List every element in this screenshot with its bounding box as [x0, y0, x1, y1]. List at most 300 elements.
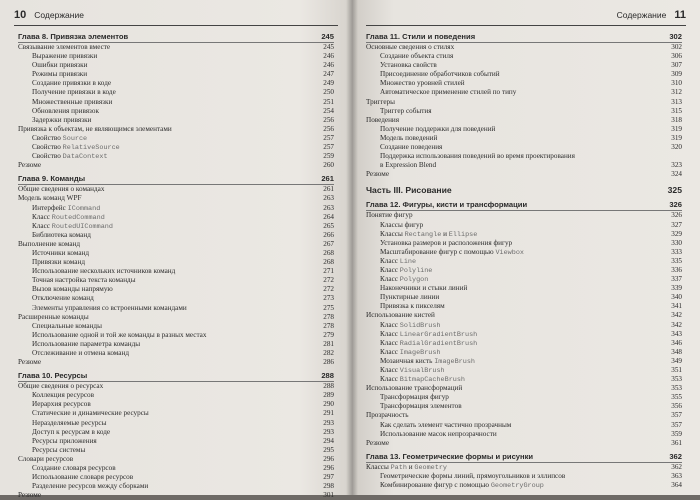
toc-entry: [366, 339, 682, 348]
toc-page-number: 324: [671, 170, 682, 179]
toc-entry: [18, 240, 334, 249]
chapter-heading: [18, 371, 334, 382]
toc-entry: [366, 116, 682, 125]
title-text: Привязка к пикселям: [380, 302, 445, 311]
title-text: Класс: [380, 375, 400, 384]
toc-entry-title: [366, 134, 437, 143]
toc-entry-title: [18, 194, 81, 203]
title-text: Свойство: [32, 152, 63, 161]
toc-page-number: 320: [671, 143, 682, 152]
toc-page-number: 363: [671, 471, 682, 480]
toc-page-number: 290: [323, 400, 334, 409]
code-identifier: Geometry: [414, 463, 447, 472]
toc-page-number: 341: [671, 302, 682, 311]
title-text: Геометрические формы линий, прямоугольников и эллипсов: [380, 471, 566, 480]
toc-entry-title: [366, 184, 452, 196]
toc-page-number: 356: [671, 402, 682, 411]
toc-page-number: 246: [323, 52, 334, 61]
toc-entry: [366, 221, 682, 230]
title-text: Привязки команд: [32, 258, 85, 267]
toc-page-number: 281: [323, 339, 334, 348]
title-text: Класс: [380, 320, 400, 329]
toc-page-number: 340: [671, 293, 682, 302]
toc-page-number: 309: [671, 70, 682, 79]
toc-page-number: 319: [671, 133, 682, 142]
toc-entry-title: [366, 161, 436, 170]
title-text: Библиотека команд: [32, 230, 91, 239]
running-head: Содержание: [34, 10, 84, 20]
title-text: Глава 13. Геометрические формы и рисунки: [366, 451, 534, 461]
toc-entry-title: [366, 384, 462, 393]
code-identifier: Rectangle: [404, 230, 442, 239]
title-text: Словари ресурсов: [18, 454, 74, 463]
toc-entry: [18, 107, 334, 116]
toc-entry: [18, 70, 334, 79]
title-text: Глава 10. Ресурсы: [18, 371, 88, 381]
toc-page-number: 323: [671, 161, 682, 170]
toc-page-number: 268: [323, 258, 334, 267]
toc-page-number: 348: [671, 347, 682, 356]
title-text: Ошибки привязки: [32, 61, 88, 70]
toc-entry-title: [366, 311, 435, 320]
toc-page-number: 272: [323, 276, 334, 285]
title-text: Трансформация элементов: [380, 402, 462, 411]
title-text: Установка размеров и расположения фигур: [380, 238, 513, 247]
toc-page-number: 267: [323, 239, 334, 248]
title-text: Использование одной и той же команды в разных местах: [32, 330, 207, 339]
toc-entry-title: [18, 88, 116, 97]
title-text: Отключение команд: [32, 294, 94, 303]
toc-entry: [366, 293, 682, 302]
title-text: Режимы привязки: [32, 70, 88, 79]
left-running-header: [14, 8, 338, 22]
toc-entry: [18, 222, 334, 231]
title-text: Резюме: [366, 170, 390, 179]
toc-page-number: 342: [671, 311, 682, 320]
toc-page-number: 337: [671, 275, 682, 284]
toc-entry: [366, 52, 682, 61]
toc-entry: [18, 204, 334, 213]
toc-page-number: 325: [667, 185, 682, 196]
title-text: Классы: [380, 229, 405, 238]
toc-entry: [366, 472, 682, 481]
toc-entry: [366, 125, 682, 134]
title-text: Пунктирные линии: [380, 293, 440, 302]
title-text: Глава 9. Команды: [18, 174, 86, 184]
toc-page-number: 296: [323, 464, 334, 473]
toc-page-number: 263: [323, 203, 334, 212]
title-text: Класс: [380, 275, 400, 284]
toc-entry: [18, 482, 334, 491]
toc-entry: [18, 419, 334, 428]
title-text: Вызов команды напрямую: [32, 285, 113, 294]
title-text: Свойство: [32, 133, 63, 142]
toc-entry-title: [366, 88, 516, 97]
toc-page-number: 326: [669, 200, 682, 210]
toc-page-number: 256: [323, 124, 334, 133]
toc-entry: [366, 266, 682, 275]
toc-entry-title: [18, 322, 102, 331]
code-identifier: RoutedUICommand: [51, 222, 113, 231]
title-text: Установка свойств: [380, 61, 437, 70]
title-text: Доступ к ресурсам в коде: [32, 427, 111, 436]
title-text: Резюме: [18, 161, 42, 170]
toc-entry: [18, 249, 334, 258]
toc-page-number: 257: [323, 143, 334, 152]
toc-entry: [18, 437, 334, 446]
toc-page-number: 260: [323, 161, 334, 170]
title-text: Специальные команды: [32, 321, 102, 330]
toc-page-number: 273: [323, 294, 334, 303]
code-identifier: Line: [399, 257, 417, 266]
toc-page-number: 342: [671, 320, 682, 329]
toc-page-number: 266: [323, 230, 334, 239]
toc-entry-title: [18, 473, 133, 482]
toc-entry-title: [366, 107, 432, 116]
toc-entry: [18, 322, 334, 331]
toc-entry: [366, 348, 682, 357]
toc-entry-title: [18, 267, 175, 276]
toc-page-number: 288: [321, 371, 334, 381]
toc-entry-title: [18, 294, 94, 303]
toc-page-number: 361: [671, 438, 682, 447]
toc-page-number: 250: [323, 88, 334, 97]
title-text: Глава 11. Стили и поведения: [366, 32, 476, 41]
toc-page-number: 259: [323, 152, 334, 161]
toc-entry-title: [366, 70, 500, 79]
toc-entry-title: [18, 349, 129, 358]
toc-page-number: 310: [671, 79, 682, 88]
toc-page-number: 326: [671, 211, 682, 220]
toc-page-number: 357: [671, 411, 682, 420]
toc-entry: [366, 375, 682, 384]
title-text: Множественные привязки: [32, 97, 113, 106]
toc-left-column: [18, 32, 334, 500]
title-text: Создание привязки в коде: [32, 79, 112, 88]
toc-entry-title: [18, 125, 172, 134]
toc-entry-title: [18, 98, 112, 107]
title-text: Класс: [380, 347, 400, 356]
title-text: Резюме: [18, 358, 42, 367]
toc-entry: [18, 52, 334, 61]
toc-entry: [366, 152, 682, 161]
title-text: Как сделать элемент частично прозрачным: [380, 420, 512, 429]
title-text: Множество уровней стилей: [380, 79, 465, 88]
title-text: Элементы управления со встроенными командами: [32, 303, 187, 312]
toc-page-number: 298: [323, 482, 334, 491]
title-text: Поведения: [366, 115, 400, 124]
toc-entry: [366, 170, 682, 179]
toc-entry: [18, 294, 334, 303]
chapter-heading: [366, 452, 682, 463]
toc-page-number: 271: [323, 267, 334, 276]
toc-right-column: [366, 32, 682, 490]
code-identifier: Viewbox: [495, 248, 524, 257]
title-text: Класс: [380, 338, 400, 347]
toc-page-number: 364: [671, 481, 682, 490]
toc-entry-title: [18, 437, 97, 446]
title-text: Классы фигур: [380, 220, 424, 229]
toc-entry: [18, 276, 334, 285]
toc-page-number: 306: [671, 52, 682, 61]
toc-entry: [18, 43, 334, 52]
toc-entry: [366, 302, 682, 311]
toc-entry: [366, 143, 682, 152]
toc-entry: [18, 304, 334, 313]
toc-entry: [366, 61, 682, 70]
toc-page-number: 362: [671, 462, 682, 471]
toc-page-number: 327: [671, 220, 682, 229]
title-text: Классы: [366, 462, 391, 471]
toc-entry: [18, 491, 334, 500]
toc-entry-title: [18, 464, 116, 473]
toc-entry-title: [366, 439, 389, 448]
title-text: Создание словаря ресурсов: [32, 464, 116, 473]
code-identifier: SolidBrush: [399, 321, 441, 330]
toc-entry-title: [366, 32, 475, 41]
toc-page-number: 339: [671, 284, 682, 293]
toc-entry-title: [18, 174, 85, 183]
toc-page-number: 257: [323, 133, 334, 142]
toc-entry: [366, 98, 682, 107]
toc-entry-title: [366, 472, 565, 481]
toc-entry: [366, 330, 682, 339]
toc-entry-title: [366, 221, 423, 230]
toc-entry: [18, 400, 334, 409]
toc-entry-title: [18, 43, 110, 52]
toc-entry: [18, 185, 334, 194]
toc-entry-title: [18, 455, 73, 464]
code-identifier: RoutedCommand: [51, 213, 105, 222]
toc-entry-title: [18, 52, 97, 61]
toc-page-number: 288: [323, 382, 334, 391]
toc-entry: [366, 88, 682, 97]
title-text: Ресурсы системы: [32, 445, 86, 454]
chapter-heading: [18, 174, 334, 185]
chapter-heading: [366, 32, 682, 43]
toc-page-number: 351: [671, 366, 682, 374]
title-text: Класс: [32, 221, 52, 230]
toc-entry: [18, 125, 334, 134]
toc-page-number: 296: [323, 454, 334, 463]
chapter-heading: [366, 200, 682, 211]
title-text: Свойство: [32, 143, 63, 152]
toc-entry: [366, 248, 682, 257]
toc-page-number: 349: [671, 356, 682, 365]
title-text: Источники команд: [32, 248, 90, 257]
header-rule: [366, 25, 686, 26]
toc-entry-title: [18, 258, 85, 267]
title-text: Получение поддержки для поведений: [380, 124, 496, 133]
toc-entry: [366, 402, 682, 411]
toc-entry-title: [366, 98, 395, 107]
toc-entry-title: [18, 231, 91, 240]
toc-entry: [366, 439, 682, 448]
toc-page-number: 362: [669, 451, 682, 461]
title-text: Резюме: [18, 491, 42, 500]
toc-entry-title: [18, 371, 87, 380]
toc-entry-title: [366, 302, 445, 311]
toc-entry: [18, 331, 334, 340]
toc-entry: [18, 98, 334, 107]
toc-entry: [18, 88, 334, 97]
toc-entry: [366, 134, 682, 143]
title-text: Прозрачность: [366, 411, 409, 420]
toc-page-number: 289: [323, 391, 334, 400]
toc-entry-title: [366, 170, 389, 179]
toc-entry-title: [366, 430, 497, 439]
page-number: 11: [674, 9, 686, 21]
title-text: Модель команд WPF: [18, 194, 82, 203]
toc-entry: [18, 391, 334, 400]
title-text: Неразделяемые ресурсы: [32, 418, 107, 427]
toc-entry: [366, 70, 682, 79]
toc-page-number: 313: [671, 97, 682, 106]
toc-entry: [18, 464, 334, 473]
title-text: Глава 8. Привязка элементов: [18, 32, 129, 41]
code-identifier: ImageBrush: [399, 348, 441, 357]
toc-page-number: 293: [323, 418, 334, 427]
toc-page-number: 275: [323, 303, 334, 312]
toc-entry: [18, 258, 334, 267]
toc-page-number: 245: [321, 32, 334, 41]
toc-entry-title: [366, 211, 413, 220]
title-text: Класс: [380, 256, 400, 265]
toc-entry: [18, 455, 334, 464]
code-identifier: RelativeSource: [62, 144, 120, 153]
toc-entry: [366, 311, 682, 320]
toc-entry: [18, 161, 334, 170]
title-text: Ресурсы приложения: [32, 436, 97, 445]
code-identifier: ImageBrush: [434, 357, 475, 366]
toc-entry-title: [366, 293, 439, 302]
toc-entry: [366, 463, 682, 472]
title-text: Масштабирование фигур с помощью: [380, 247, 496, 256]
code-identifier: GeometryGroup: [490, 482, 544, 491]
title-text: Создание объекта стиля: [380, 52, 454, 61]
toc-entry-title: [366, 52, 453, 61]
toc-entry: [18, 143, 334, 152]
code-identifier: BitmapCacheBrush: [399, 376, 466, 385]
toc-entry: [366, 211, 682, 220]
toc-page-number: 268: [323, 248, 334, 257]
toc-entry-title: [18, 249, 89, 258]
toc-page-number: 291: [323, 409, 334, 418]
title-text: Модель поведений: [380, 133, 438, 142]
toc-page-number: 293: [323, 427, 334, 436]
code-identifier: RadialGradientBrush: [399, 339, 478, 348]
title-text: Выполнение команд: [18, 239, 81, 248]
toc-page-number: 265: [323, 221, 334, 230]
code-identifier: LinearGradientBrush: [399, 330, 478, 339]
toc-page-number: 286: [323, 358, 334, 367]
toc-page-number: 256: [323, 115, 334, 124]
title-text: и: [406, 462, 415, 471]
toc-page-number: 343: [671, 329, 682, 338]
toc-entry: [18, 349, 334, 358]
title-text: Класс: [380, 366, 400, 374]
title-text: Разделение ресурсов между сборками: [32, 482, 149, 491]
toc-entry-title: [366, 200, 527, 209]
toc-page-number: 254: [323, 106, 334, 115]
title-text: Иерархия ресурсов: [32, 400, 91, 409]
toc-entry-title: [366, 61, 437, 70]
title-text: Создание поведения: [380, 143, 443, 152]
toc-entry-title: [366, 393, 449, 402]
toc-entry: [18, 473, 334, 482]
toc-page-number: 355: [671, 393, 682, 402]
toc-entry: [366, 161, 682, 170]
toc-entry-title: [18, 409, 149, 418]
toc-entry-title: [18, 240, 80, 249]
title-text: Задержки привязки: [32, 115, 92, 124]
toc-entry: [18, 409, 334, 418]
header-rule: [14, 25, 338, 26]
code-identifier: VisualBrush: [399, 367, 445, 375]
toc-entry-title: [18, 482, 148, 491]
toc-entry: [18, 79, 334, 88]
toc-page-number: 301: [323, 491, 334, 500]
title-text: Автоматическое применение стилей по типу: [380, 88, 517, 97]
toc-entry: [18, 358, 334, 367]
title-text: Связывание элементов вместе: [18, 43, 111, 51]
toc-entry-title: [366, 116, 399, 125]
title-text: Обновления привязок: [32, 106, 99, 115]
title-text: Выражение привязки: [32, 52, 98, 61]
toc-entry-title: [18, 428, 110, 437]
toc-entry: [366, 366, 682, 375]
toc-entry: [366, 384, 682, 393]
toc-entry-title: [18, 313, 89, 322]
toc-entry: [366, 357, 682, 366]
toc-entry-title: [18, 161, 41, 170]
toc-page-number: 294: [323, 436, 334, 445]
toc-page-number: 346: [671, 338, 682, 347]
toc-entry-title: [18, 400, 91, 409]
toc-page-number: 353: [671, 375, 682, 384]
toc-entry-title: [18, 185, 104, 194]
toc-entry-title: [366, 421, 511, 430]
title-text: Глава 12. Фигуры, кисти и трансформации: [366, 200, 528, 210]
toc-entry-title: [18, 391, 94, 400]
toc-page-number: 261: [321, 174, 334, 184]
toc-entry-title: [366, 79, 465, 88]
toc-page-number: 329: [671, 229, 682, 238]
toc-entry: [18, 285, 334, 294]
title-text: в Expression Blend: [380, 161, 437, 170]
toc-page-number: 357: [671, 420, 682, 429]
toc-entry-title: [18, 358, 41, 367]
toc-entry: [18, 313, 334, 322]
toc-entry-title: [18, 116, 91, 125]
toc-entry-title: [366, 284, 467, 293]
toc-entry-title: [366, 152, 575, 161]
title-text: Использование словаря ресурсов: [32, 473, 134, 482]
toc-page-number: 278: [323, 312, 334, 321]
toc-page-number: 359: [671, 429, 682, 438]
code-identifier: Ellipse: [448, 230, 478, 239]
toc-entry-title: [18, 32, 128, 41]
title-text: Получение привязки в коде: [32, 88, 116, 97]
toc-entry-title: [18, 79, 111, 88]
toc-entry-title: [18, 382, 103, 391]
toc-entry-title: [18, 107, 99, 116]
toc-entry: [366, 393, 682, 402]
toc-page-number: 335: [671, 256, 682, 265]
toc-page-number: 312: [671, 88, 682, 97]
toc-entry: [18, 61, 334, 70]
toc-entry: [366, 79, 682, 88]
